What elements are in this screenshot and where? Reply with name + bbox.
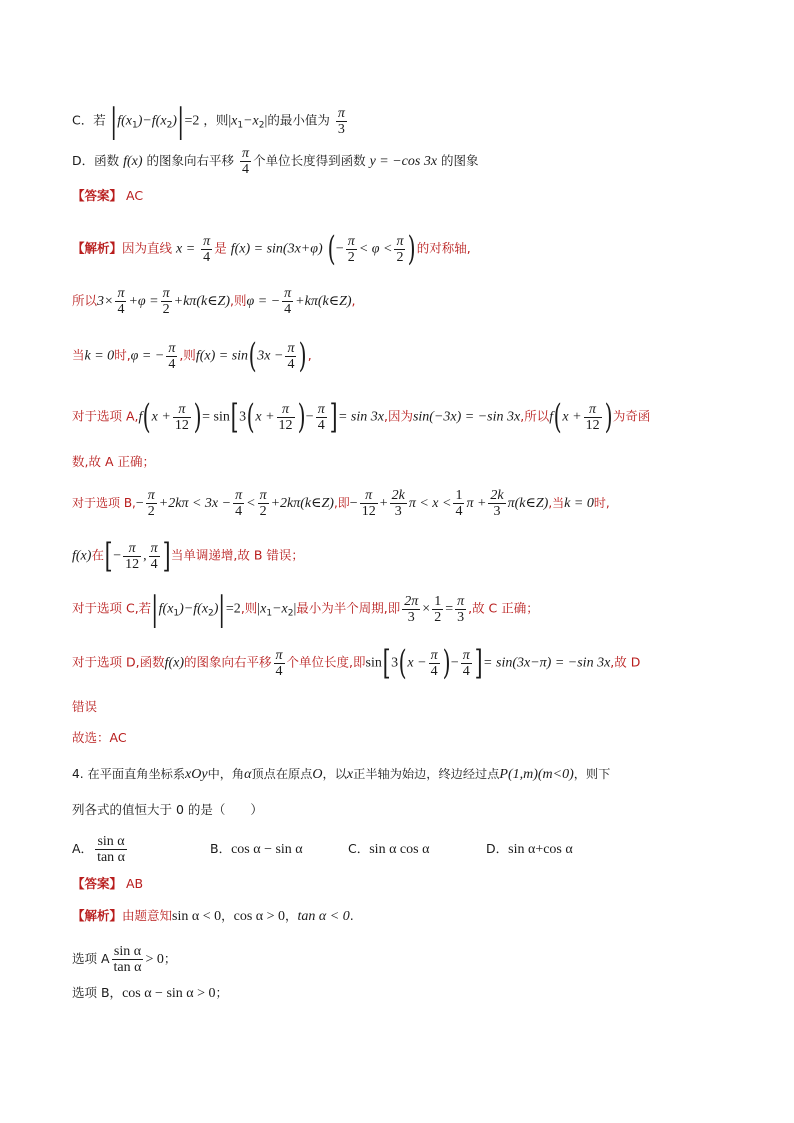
fraction: [115, 286, 126, 317]
math-expr: f(x: [117, 113, 132, 129]
subscript: 1: [237, 120, 244, 131]
option-a[interactable]: [72, 834, 210, 865]
fraction: [201, 234, 212, 265]
math-expr: f(x: [158, 601, 174, 617]
numerator: π: [584, 402, 602, 418]
denominator: 4: [284, 302, 292, 317]
conclusion-line: [72, 728, 127, 748]
numerator: π: [430, 647, 438, 663]
denominator: 4: [150, 556, 158, 572]
math-expr: f(x) = sin: [195, 348, 249, 364]
text: ，则下: [573, 767, 611, 781]
math-expr: π +: [466, 496, 487, 511]
fraction: [258, 488, 269, 519]
numerator: π: [457, 593, 465, 609]
text: 对于选项 A,: [72, 408, 139, 424]
fraction: [584, 402, 602, 433]
paren: ): [193, 397, 202, 437]
paren: (: [327, 229, 336, 269]
fraction: [277, 402, 295, 433]
math-expr: =2: [184, 113, 200, 129]
fraction: [274, 648, 285, 679]
math-expr: 3: [239, 409, 247, 425]
math-expr: −x: [243, 113, 259, 129]
fraction: [95, 834, 127, 865]
denominator: 2: [259, 504, 267, 519]
numerator: 2k: [490, 488, 504, 503]
fraction: [432, 594, 443, 625]
paren: (: [248, 336, 257, 376]
math-expr: cos α − sin α: [231, 842, 303, 857]
subscript: 1: [131, 120, 138, 131]
text: ,: [351, 293, 356, 308]
text: ,则: [230, 293, 247, 308]
math-expr: x +: [255, 409, 275, 425]
math-expr: y = −cos 3x: [369, 154, 438, 169]
math-expr: f(x) = sin(3x+φ): [230, 241, 323, 257]
numerator: π: [277, 402, 295, 418]
analysis-line-6: 对于选项 B,− $\frac{\pi}{2}$ +2kπ < 3x − $\frac{\pi}{4}$ < $\frac{\pi}{2}$ +2kπ(k∈Z),即− $\frac{\pi}{12}$ + $\frac{2k}{3}$ π < x < $\frac{1}{4}$ π + $\frac{2k}{3}$ π(k∈Z),当k = 0时,: [72, 488, 610, 519]
denominator: 3: [337, 121, 345, 137]
math-expr: =2: [225, 601, 241, 617]
numerator: π: [337, 105, 345, 121]
denominator: 12: [361, 504, 376, 519]
math-expr: ): [172, 113, 177, 129]
numerator: π: [360, 488, 378, 504]
text: 对于选项 B,: [72, 496, 136, 510]
math-expr: f(x): [72, 548, 92, 564]
fraction: [455, 594, 466, 625]
math-expr: f: [549, 409, 554, 425]
analysis-2-line-2: [72, 944, 176, 975]
fraction: [146, 488, 157, 519]
text: ，: [285, 908, 298, 923]
denominator: 12: [278, 417, 293, 433]
text: ,当: [548, 496, 565, 510]
analysis-2-line-3: [72, 983, 228, 1004]
math-expr: f(x): [123, 154, 143, 169]
math-expr: φ = −: [130, 348, 165, 364]
denominator: 3: [407, 609, 415, 625]
numerator: 1: [455, 488, 463, 503]
numerator: π: [347, 233, 355, 249]
abs-bar: |: [177, 101, 185, 141]
subscript: 2: [208, 608, 214, 619]
numerator: sin α: [112, 944, 144, 960]
denominator: 4: [203, 249, 211, 265]
numerator: π: [396, 233, 404, 249]
fraction: [394, 234, 405, 265]
analysis-line-7: [72, 536, 304, 576]
math-expr: f(x): [164, 655, 185, 671]
numerator: π: [275, 647, 283, 663]
numerator: π: [317, 401, 325, 417]
math-expr: P(1,m)(m<0): [499, 767, 574, 782]
numerator: π: [168, 340, 176, 356]
option-b[interactable]: [210, 839, 348, 860]
denominator: 4: [430, 663, 438, 679]
math-expr: =: [445, 601, 454, 617]
numerator: π: [242, 146, 250, 161]
text: 个单位长度,即: [286, 654, 366, 670]
option-label: A．: [72, 841, 94, 856]
question-number: 4. 在平面直角坐标系: [72, 767, 186, 781]
text: 选项 B，: [72, 985, 123, 1000]
answer-line: [72, 186, 143, 206]
numerator: π: [117, 286, 125, 301]
math-expr: x +: [562, 409, 582, 425]
text: 是: [214, 240, 227, 256]
paren: ): [299, 336, 308, 376]
denominator: 12: [174, 417, 189, 433]
abs-bar: |: [151, 589, 159, 629]
text: 对于选项 C,若: [72, 600, 152, 616]
math-expr: +2kπ < 3x −: [158, 496, 232, 511]
math-expr: O: [312, 767, 323, 782]
math-expr: x +: [151, 409, 171, 425]
math-expr: sin α+cos α: [508, 842, 573, 857]
paren: (: [553, 397, 562, 437]
text: ,所以: [520, 408, 550, 424]
text: ，以: [322, 767, 347, 781]
text: ,则: [179, 347, 196, 363]
text: 当: [72, 347, 85, 363]
answer-tag: 【答案】: [72, 876, 123, 891]
math-expr: sin: [365, 655, 382, 671]
math-expr: cos α − sin α > 0: [122, 986, 216, 1001]
denominator: 12: [585, 417, 600, 433]
math-expr: k = 0: [564, 496, 594, 511]
math-expr: = sin 3x: [337, 409, 384, 425]
numerator: π: [259, 488, 267, 503]
text: 最小为半个周期,即: [296, 600, 401, 616]
numerator: π: [284, 286, 292, 301]
text: ,故 D: [610, 654, 641, 670]
analysis-line-9: [72, 643, 641, 683]
text: 当单调递增,故 B 错误；: [170, 547, 304, 563]
math-expr: −: [335, 241, 344, 257]
text: 顶点在原点: [251, 767, 313, 781]
numerator: sin α: [95, 834, 127, 850]
fraction: [173, 402, 191, 433]
fraction: [429, 648, 440, 679]
answer-tag: 【答案】: [72, 188, 123, 203]
analysis-tag: 【解析】: [72, 908, 123, 923]
paren: ): [408, 229, 417, 269]
text: ,即: [333, 496, 350, 510]
fraction: [488, 488, 505, 519]
analysis-line-10: [72, 697, 97, 717]
math-expr: ,: [143, 548, 147, 564]
math-expr: −: [113, 548, 122, 564]
math-expr: +2kπ(k∈Z): [270, 496, 334, 511]
denominator: 4: [455, 504, 463, 519]
option-c[interactable]: [348, 839, 486, 860]
bracket: [: [104, 536, 113, 576]
math-expr: sin(−3x) = −sin 3x: [412, 409, 521, 425]
math-expr: +kπ(k∈Z): [295, 294, 352, 309]
text: .: [349, 908, 354, 923]
question-4-line-2: [72, 800, 263, 820]
text: 所以: [72, 293, 98, 308]
fraction: [233, 488, 244, 519]
paren: ): [442, 643, 451, 683]
text: 列各式的值恒大于 0 的是（ ）: [72, 802, 263, 817]
option-label: C．若: [72, 112, 106, 128]
math-expr: xOy: [185, 767, 208, 782]
question-4-line-1: [72, 764, 610, 785]
text: 选项 A: [72, 951, 110, 966]
analysis-line-8: 对于选项 C,若$|f(x_1)-f(x_2)|=2$,则$|x_1-x_2|$最小为半个周期,即 $\frac{2\pi}{3}$ × $\frac{1}{2}$ = $\frac{\pi}{3}$ ,故 C 正确；: [72, 589, 539, 629]
math-expr: π < x <: [408, 496, 452, 511]
analysis-tag: 【解析】: [72, 240, 123, 256]
denominator: 4: [317, 417, 325, 433]
math-expr: k = 0: [84, 348, 115, 364]
answer-value: AB: [126, 876, 144, 891]
math-expr: 3x −: [257, 348, 284, 364]
text: 正半轴为始边，终边经过点: [353, 767, 500, 781]
analysis-line-1: [72, 229, 471, 269]
numerator: π: [173, 402, 191, 418]
analysis-line-2: [72, 286, 356, 317]
paren: ): [604, 397, 613, 437]
text: 的图象向右平移: [184, 654, 272, 670]
denominator: 2: [347, 249, 355, 265]
math-expr: x: [231, 113, 238, 129]
text: ,则: [240, 600, 258, 616]
denominator: 2: [396, 249, 404, 265]
subscript: 2: [287, 608, 294, 619]
math-expr: φ = −: [246, 294, 281, 309]
paren: (: [143, 397, 152, 437]
text: 因为直线: [122, 240, 173, 256]
math-expr: ×: [422, 601, 431, 617]
option-label: B．: [210, 841, 232, 856]
numerator: π: [235, 488, 243, 503]
denominator: 4: [462, 663, 470, 679]
math-expr: )−f(x: [179, 601, 209, 617]
math-expr: 3: [391, 655, 399, 671]
text: ,故 C 正确；: [468, 600, 539, 616]
text: 对于选项 D,函数: [72, 654, 165, 670]
denominator: 4: [117, 302, 125, 317]
text: ,因为: [383, 408, 413, 424]
option-label: D．: [486, 841, 509, 856]
math-expr: +φ =: [128, 294, 159, 309]
math-expr: x =: [176, 241, 196, 257]
math-expr: x: [260, 601, 267, 617]
fraction: [149, 541, 160, 572]
numerator: π: [203, 233, 211, 249]
numerator: 2π: [404, 593, 419, 609]
fraction: [123, 541, 141, 572]
math-expr: α: [244, 767, 252, 782]
fraction: [390, 488, 407, 519]
numerator: π: [147, 488, 155, 503]
math-expr: f: [138, 409, 143, 425]
option-d-line: [72, 146, 479, 177]
bracket: [: [382, 643, 391, 683]
text: 在: [91, 547, 104, 563]
bracket: [: [230, 397, 239, 437]
fraction: [282, 286, 293, 317]
text: 时,: [593, 496, 610, 510]
option-d[interactable]: [486, 839, 624, 860]
fraction: [240, 146, 251, 177]
text: 为奇函: [612, 408, 651, 424]
option-label: C．: [348, 841, 370, 856]
math-expr: π(k∈Z): [507, 496, 549, 511]
text: 故选：AC: [72, 730, 127, 745]
bracket: ]: [162, 536, 171, 576]
fraction: [161, 286, 172, 317]
text: 的最小值为: [267, 112, 330, 128]
denominator: 4: [242, 162, 250, 177]
math-expr: cos α > 0: [233, 909, 286, 924]
denominator: 12: [125, 556, 140, 572]
fraction: [453, 488, 464, 519]
math-expr: 3×: [97, 294, 114, 309]
abs-bar: |: [110, 101, 117, 141]
denominator: tan α: [97, 850, 126, 865]
numerator: π: [287, 340, 295, 356]
denominator: 3: [493, 504, 501, 519]
denominator: 3: [457, 609, 465, 625]
numerator: π: [123, 541, 141, 557]
text: 的图象向右平移: [146, 153, 235, 168]
denominator: 4: [168, 356, 176, 372]
denominator: 2: [434, 609, 442, 625]
answer-line-2: [72, 874, 143, 894]
abs-bar: |: [218, 589, 226, 629]
math-expr: sin α < 0: [172, 909, 222, 924]
text: ；: [163, 951, 177, 966]
text: ,: [307, 347, 312, 363]
fraction: [316, 402, 327, 433]
analysis-line-5: [72, 452, 155, 472]
denominator: tan α: [113, 960, 142, 975]
text: 个单位长度得到函数: [253, 153, 366, 168]
paren: (: [246, 397, 255, 437]
numerator: π: [162, 286, 170, 301]
subscript: 2: [258, 120, 265, 131]
paren: (: [398, 643, 407, 683]
analysis-2-line-1: [72, 906, 354, 927]
analysis-line-3: [72, 336, 312, 376]
text: 数,故 A 正确；: [72, 454, 155, 469]
math-expr: = sin: [202, 409, 230, 425]
text: 由题意知: [122, 908, 173, 923]
subscript: 1: [266, 608, 273, 619]
bracket: ]: [329, 397, 338, 437]
fraction: [360, 488, 378, 519]
math-expr: ): [213, 601, 219, 617]
denominator: 4: [287, 356, 295, 372]
denominator: 3: [394, 504, 402, 519]
math-expr: tan α < 0: [297, 909, 350, 924]
text: ，: [221, 908, 234, 923]
numerator: 1: [434, 593, 442, 609]
fraction: [285, 341, 296, 372]
fraction: [461, 648, 472, 679]
math-expr: > 0: [145, 952, 164, 967]
answer-value: AC: [126, 188, 144, 203]
numerator: π: [462, 647, 470, 663]
denominator: 2: [147, 504, 155, 519]
math-expr: +kπ(k∈Z): [173, 294, 231, 309]
denominator: 4: [275, 663, 283, 679]
text: ，则: [203, 112, 229, 128]
text: 错误: [72, 699, 98, 714]
bracket: ]: [474, 643, 483, 683]
math-expr: x: [346, 767, 354, 782]
math-expr: )−f(x: [137, 113, 167, 129]
analysis-line-4: [72, 397, 651, 437]
math-expr: < φ <: [358, 241, 393, 257]
question-4-options: [72, 834, 624, 865]
numerator: π: [150, 540, 158, 556]
subscript: 2: [166, 120, 173, 131]
math-expr: sin α cos α: [369, 842, 430, 857]
fraction: [166, 341, 177, 372]
denominator: 4: [235, 504, 243, 519]
math-expr: <: [246, 496, 256, 511]
fraction: [402, 594, 420, 625]
text: 的图象: [441, 153, 479, 168]
text: ；: [215, 985, 229, 1000]
math-expr: −: [349, 496, 358, 511]
text: 中，角: [207, 767, 245, 781]
math-expr: −: [305, 409, 314, 425]
option-label: D．函数: [72, 153, 120, 168]
fraction: [336, 106, 347, 137]
text: 时,: [114, 347, 131, 363]
denominator: 2: [162, 302, 170, 317]
option-c-line: C．若 $|f(x_1)-f(x_2)|=2$ ，则$|x_1-x_2|$的最小值为 $\frac{\pi}{3}$: [72, 101, 345, 141]
numerator: 2k: [391, 488, 405, 503]
math-expr: −x: [272, 601, 288, 617]
math-expr: x −: [407, 655, 427, 671]
subscript: 1: [173, 608, 180, 619]
math-expr: = sin(3x−π) = −sin 3x: [483, 655, 611, 671]
text: 的对称轴,: [416, 240, 471, 256]
fraction: [346, 234, 357, 265]
math-expr: −: [450, 655, 459, 671]
paren: ): [297, 397, 306, 437]
fraction: [112, 944, 144, 975]
math-expr: −: [135, 496, 144, 511]
